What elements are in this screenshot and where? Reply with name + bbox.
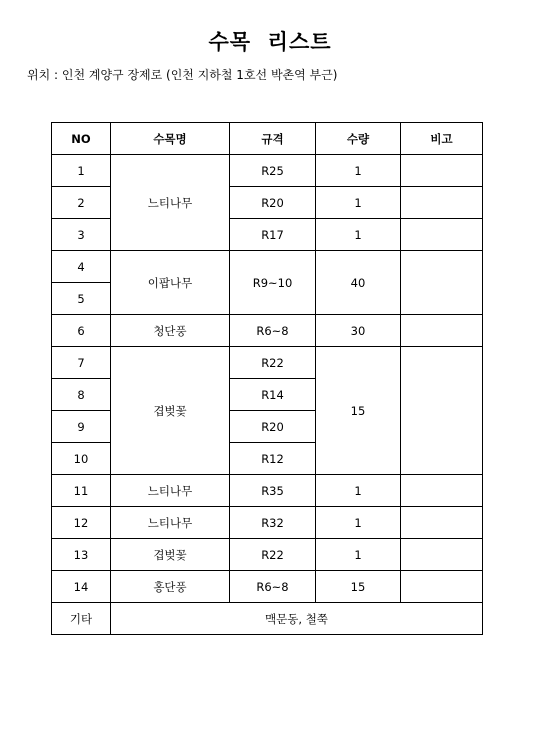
cell-spec: R14 xyxy=(230,379,316,411)
cell-spec: R22 xyxy=(230,539,316,571)
footer-label: 기타 xyxy=(52,603,111,635)
cell-qty: 1 xyxy=(316,155,401,187)
cell-no: 2 xyxy=(52,187,111,219)
cell-spec: R35 xyxy=(230,475,316,507)
cell-name: 겹벚꽃 xyxy=(111,347,230,475)
table-row xyxy=(52,475,483,507)
cell-no: 1 xyxy=(52,155,111,187)
cell-qty: 15 xyxy=(316,571,401,603)
cell-name: 홍단풍 xyxy=(111,571,230,603)
cell-no: 7 xyxy=(52,347,111,379)
tree-list-table xyxy=(51,122,483,635)
table-row xyxy=(52,315,483,347)
cell-spec: R20 xyxy=(230,411,316,443)
header-qty: 수량 xyxy=(316,123,401,155)
cell-note xyxy=(401,539,483,571)
cell-note xyxy=(401,475,483,507)
table-header xyxy=(52,123,483,155)
cell-qty: 1 xyxy=(316,187,401,219)
header-no: NO xyxy=(52,123,111,155)
table-row xyxy=(52,155,483,187)
cell-qty: 1 xyxy=(316,507,401,539)
cell-no: 6 xyxy=(52,315,111,347)
cell-no: 13 xyxy=(52,539,111,571)
table-row-footer xyxy=(52,603,483,635)
cell-spec: R20 xyxy=(230,187,316,219)
table-row xyxy=(52,507,483,539)
cell-spec: R32 xyxy=(230,507,316,539)
cell-no: 8 xyxy=(52,379,111,411)
cell-no: 12 xyxy=(52,507,111,539)
table-row xyxy=(52,347,483,379)
cell-no: 10 xyxy=(52,443,111,475)
cell-spec: R22 xyxy=(230,347,316,379)
table-body xyxy=(52,155,483,635)
cell-spec: R9~10 xyxy=(230,251,316,315)
cell-no: 11 xyxy=(52,475,111,507)
header-name: 수목명 xyxy=(111,123,230,155)
cell-no: 3 xyxy=(52,219,111,251)
cell-note xyxy=(401,347,483,475)
cell-name: 느티나무 xyxy=(111,155,230,251)
cell-spec: R6~8 xyxy=(230,571,316,603)
cell-qty: 40 xyxy=(316,251,401,315)
cell-qty: 1 xyxy=(316,539,401,571)
table-row xyxy=(52,539,483,571)
footer-value: 맥문동, 철쭉 xyxy=(111,603,483,635)
cell-no: 5 xyxy=(52,283,111,315)
cell-name: 겹벚꽃 xyxy=(111,539,230,571)
page-title: 수목 리스트 xyxy=(208,30,332,54)
cell-note xyxy=(401,155,483,187)
cell-note xyxy=(401,251,483,315)
header-row xyxy=(52,123,483,155)
location-text: 위치 : 인천 계양구 장제로 (인천 지하철 1호선 박촌역 부근) xyxy=(27,68,338,82)
cell-qty: 1 xyxy=(316,219,401,251)
cell-name: 청단풍 xyxy=(111,315,230,347)
cell-name: 느티나무 xyxy=(111,507,230,539)
cell-spec: R6~8 xyxy=(230,315,316,347)
table-row xyxy=(52,571,483,603)
cell-no: 14 xyxy=(52,571,111,603)
cell-no: 9 xyxy=(52,411,111,443)
header-note: 비고 xyxy=(401,123,483,155)
cell-no: 4 xyxy=(52,251,111,283)
header-spec: 규격 xyxy=(230,123,316,155)
cell-spec: R25 xyxy=(230,155,316,187)
cell-note xyxy=(401,187,483,219)
cell-qty: 1 xyxy=(316,475,401,507)
cell-spec: R12 xyxy=(230,443,316,475)
cell-name: 이팝나무 xyxy=(111,251,230,315)
cell-qty: 15 xyxy=(316,347,401,475)
cell-note xyxy=(401,507,483,539)
cell-note xyxy=(401,219,483,251)
cell-note xyxy=(401,571,483,603)
cell-spec: R17 xyxy=(230,219,316,251)
cell-name: 느티나무 xyxy=(111,475,230,507)
cell-note xyxy=(401,315,483,347)
cell-qty: 30 xyxy=(316,315,401,347)
table-row xyxy=(52,251,483,283)
